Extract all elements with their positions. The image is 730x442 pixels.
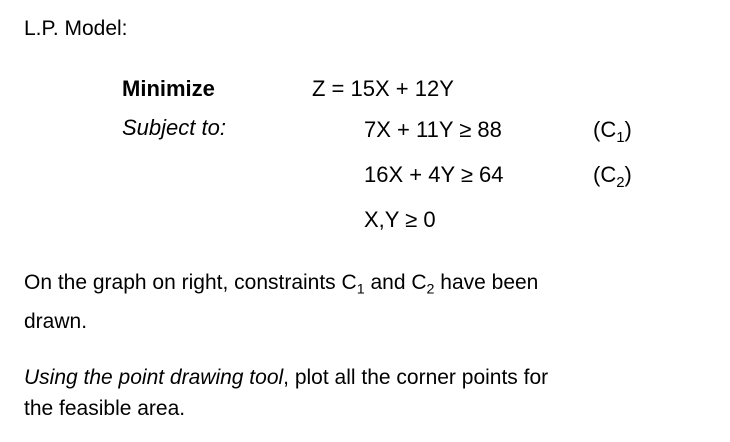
point-tool-phrase: Using the point drawing tool: [24, 366, 284, 389]
instruction-text-line2: the feasible area.: [24, 397, 186, 420]
problem-heading: L.P. Model:: [24, 17, 128, 40]
objective-label: Minimize: [122, 76, 215, 101]
instruction-text: Using the point drawing tool, plot all the corner points for: [24, 366, 549, 389]
constraint-c1-expression: 7X + 11Y ≥ 88: [364, 117, 502, 142]
subject-to-label: Subject to:: [122, 115, 226, 140]
constraint-c2-expression: 16X + 4Y ≥ 64: [364, 162, 504, 187]
objective-function: Z = 15X + 12Y: [312, 76, 454, 101]
constraints-drawn-text: On the graph on right, constraints $C_1$ and $C_2$ have been: [24, 271, 539, 298]
constraints-drawn-text-line2: drawn.: [24, 310, 88, 333]
constraint-c2-tag: $(C_2)$: [593, 162, 632, 191]
nonnegativity-constraint: X,Y ≥ 0: [364, 207, 436, 232]
constraint-c1-tag: $(C_1)$: [593, 117, 632, 146]
